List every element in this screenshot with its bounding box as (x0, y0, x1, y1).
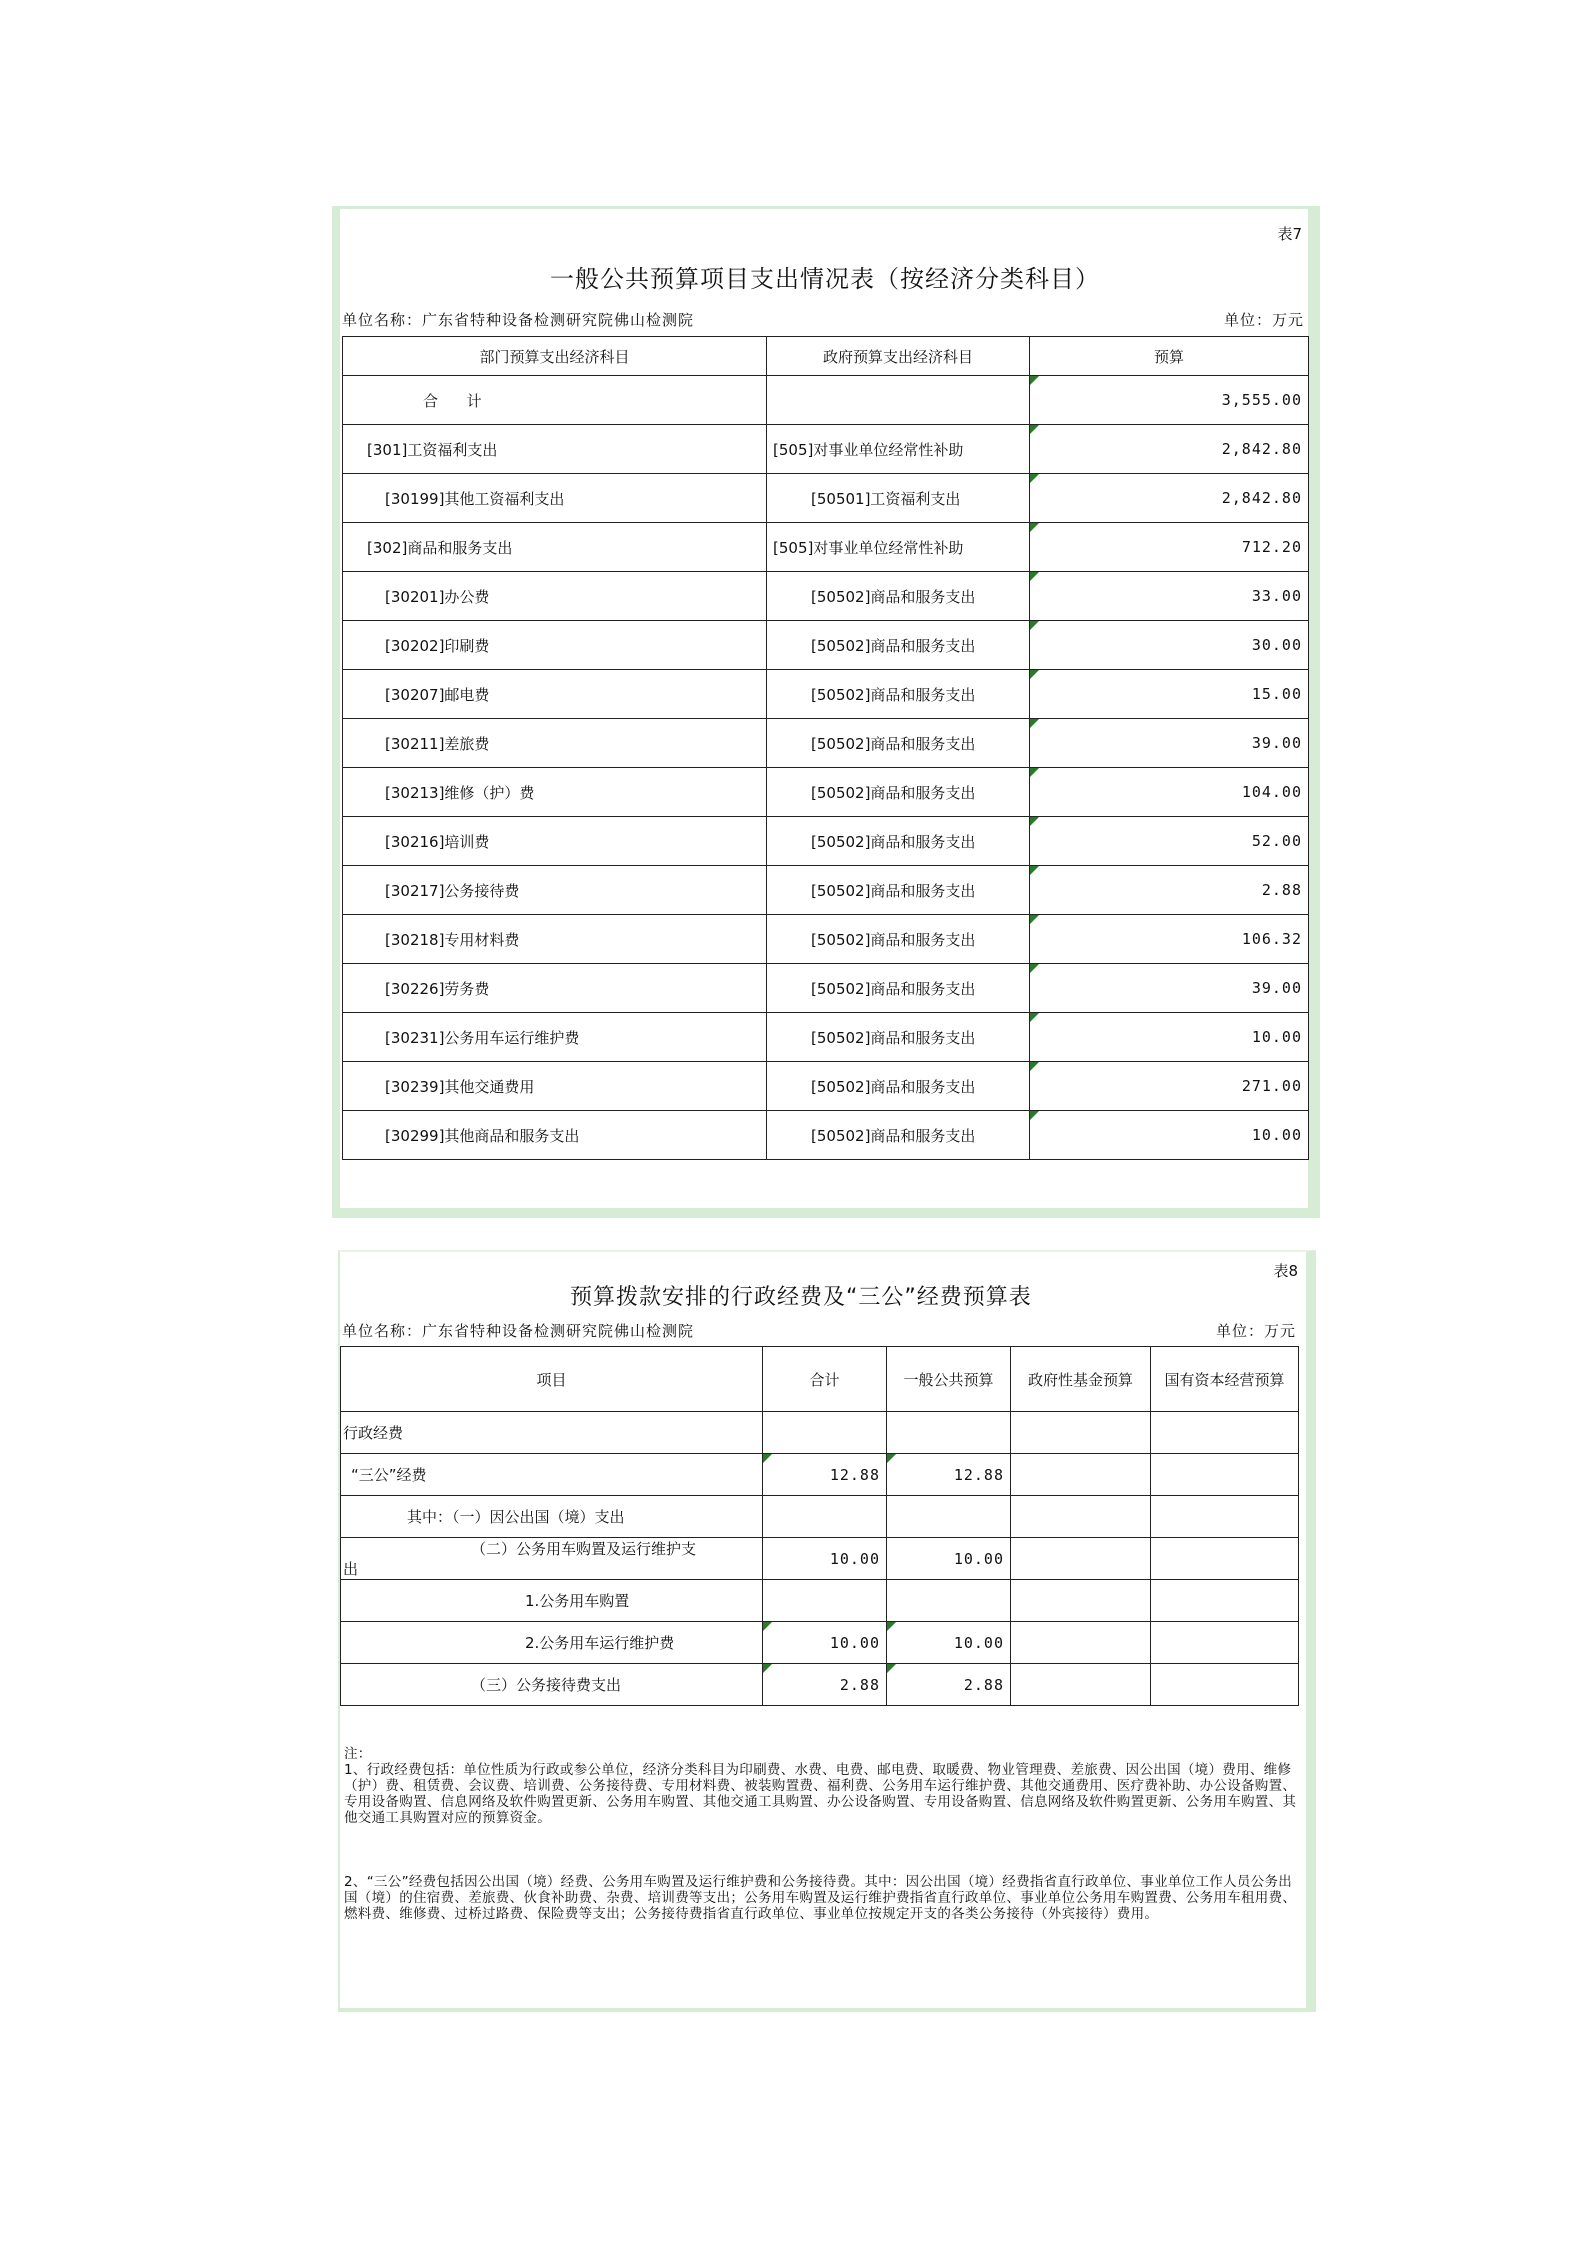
table7-total-label: 合 计 (343, 376, 767, 425)
table8-item-line1: （二）公务用车购置及运行维护支 (471, 1539, 697, 1558)
table7 (342, 336, 1309, 1160)
table7-value-cell: 39.00 (1030, 719, 1309, 768)
table8-item-cell (341, 1538, 763, 1580)
table7-gov-cell: [50502]商品和服务支出 (767, 1062, 1030, 1111)
table-row (341, 1412, 1299, 1454)
table7-value-cell: 15.00 (1030, 670, 1309, 719)
table-row (341, 1622, 1299, 1664)
table7-value-cell: 2.88 (1030, 866, 1309, 915)
table8-header-row (341, 1347, 1299, 1412)
table7-dept-cell: [30231]公务用车运行维护费 (343, 1013, 767, 1062)
table8-total-cell: 12.88 (763, 1454, 887, 1496)
table7-gov-cell: [50502]商品和服务支出 (767, 817, 1030, 866)
table7-dept-cell: [30211]差旅费 (343, 719, 767, 768)
table8-fund-cell (1011, 1580, 1151, 1622)
table7-value-cell: 106.32 (1030, 915, 1309, 964)
table-row (343, 866, 1309, 915)
table-row (341, 1454, 1299, 1496)
table-row (343, 474, 1309, 523)
table8-general-cell: 2.88 (887, 1664, 1011, 1706)
table-row (341, 1580, 1299, 1622)
table7-dept-cell: [30226]劳务费 (343, 964, 767, 1013)
table7-dept-cell: [30207]邮电费 (343, 670, 767, 719)
table7-value-cell: 10.00 (1030, 1111, 1309, 1160)
table8-header-fund: 政府性基金预算 (1011, 1347, 1151, 1412)
table7-gov-cell: [50502]商品和服务支出 (767, 964, 1030, 1013)
table7-gov-cell: [505]对事业单位经常性补助 (767, 523, 1030, 572)
table8-total-cell (763, 1580, 887, 1622)
table8-header-total: 合计 (763, 1347, 887, 1412)
table7-gov-cell: [50502]商品和服务支出 (767, 768, 1030, 817)
table8-item-line2: 出 (343, 1559, 359, 1578)
table7-dept-cell: [30239]其他交通费用 (343, 1062, 767, 1111)
table7-gov-cell: [50502]商品和服务支出 (767, 670, 1030, 719)
table7-gov-cell: [50502]商品和服务支出 (767, 1013, 1030, 1062)
table7-dept-cell: [30202]印刷费 (343, 621, 767, 670)
table7-header-gov: 政府预算支出经济科目 (767, 337, 1030, 376)
table8-fund-cell (1011, 1454, 1151, 1496)
table8-total-cell: 10.00 (763, 1622, 887, 1664)
table7-header-budget: 预算 (1030, 337, 1309, 376)
table8-unit: 单位：万元 (1215, 1322, 1296, 1340)
table7-header-dept: 部门预算支出经济科目 (343, 337, 767, 376)
table7-gov-cell: [50502]商品和服务支出 (767, 915, 1030, 964)
table7-value-cell: 10.00 (1030, 1013, 1309, 1062)
table-row (343, 1111, 1309, 1160)
table7-value-cell: 271.00 (1030, 1062, 1309, 1111)
table8-general-cell (887, 1496, 1011, 1538)
table-row (341, 1496, 1299, 1538)
table-row (343, 817, 1309, 866)
table-row (343, 621, 1309, 670)
table8-state-capital-cell (1151, 1412, 1299, 1454)
table7-gov-cell: [50502]商品和服务支出 (767, 1111, 1030, 1160)
table8-state-capital-cell (1151, 1622, 1299, 1664)
table8-item-cell: 其中：（一）因公出国（境）支出 (341, 1496, 763, 1538)
table7-gov-cell: [505]对事业单位经常性补助 (767, 425, 1030, 474)
table7-dept-cell: [30213]维修（护）费 (343, 768, 767, 817)
table7-dept-cell: [30201]办公费 (343, 572, 767, 621)
table-row (341, 1538, 1299, 1580)
table8-title: 预算拨款安排的行政经费及“三公”经费预算表 (570, 1285, 1032, 1310)
table7-tag: 表7 (1277, 225, 1302, 243)
table8-item-cell: 行政经费 (341, 1412, 763, 1454)
table-row (343, 768, 1309, 817)
table7-header-row (343, 337, 1309, 376)
table8-state-capital-cell (1151, 1538, 1299, 1580)
table7-gov-cell: [50502]商品和服务支出 (767, 572, 1030, 621)
table7-value-cell: 712.20 (1030, 523, 1309, 572)
table-row (343, 719, 1309, 768)
table7-value-cell: 2,842.80 (1030, 474, 1309, 523)
table8-header-item: 项目 (341, 1347, 763, 1412)
table8-header-general: 一般公共预算 (887, 1347, 1011, 1412)
table8-item-cell: 1.公务用车购置 (341, 1580, 763, 1622)
table8-state-capital-cell (1151, 1664, 1299, 1706)
table-row (343, 915, 1309, 964)
table7-dept-cell: [30216]培训费 (343, 817, 767, 866)
note-1: 1、行政经费包括：单位性质为行政或参公单位，经济分类科目为印刷费、水费、电费、邮电费、取暖费、物业管理费、差旅费、因公出国（境）费用、维修（护）费、租赁费、会议费、培训费、公务接待费、专用材料费、被装购置费、福利费、公务用车运行维护费、其他交通费用、医疗费补助、办公设备购置、专用设备购置、信息网络及软件购置更新、公务用车购置、其他交通工具购置、办公设备购置、专用设备购置、信息网络及软件购置更新、公务用车购置、其他交通工具购置对应的预算资金。 (344, 1762, 1297, 1826)
table7-dept-cell: [302]商品和服务支出 (343, 523, 767, 572)
table8-general-cell (887, 1580, 1011, 1622)
table8-general-cell (887, 1412, 1011, 1454)
table8-header-state-capital: 国有资本经营预算 (1151, 1347, 1299, 1412)
table8-total-cell (763, 1412, 887, 1454)
table8-fund-cell (1011, 1412, 1151, 1454)
table7-total-value: 3,555.00 (1030, 376, 1309, 425)
table7-title: 一般公共预算项目支出情况表（按经济分类科目） (550, 265, 1100, 293)
table8-item-cell: （三）公务接待费支出 (341, 1664, 763, 1706)
table8-general-cell: 10.00 (887, 1622, 1011, 1664)
table8-sheet (338, 1250, 1316, 2012)
table8-state-capital-cell (1151, 1580, 1299, 1622)
table8-notes (344, 1746, 1304, 1922)
table7-dept-cell: [30217]公务接待费 (343, 866, 767, 915)
table-row (343, 670, 1309, 719)
table7-value-cell: 52.00 (1030, 817, 1309, 866)
table8-tag: 表8 (1273, 1262, 1298, 1280)
table8-state-capital-cell (1151, 1496, 1299, 1538)
table-row (343, 964, 1309, 1013)
table-row (343, 1013, 1309, 1062)
table8-item-cell: 2.公务用车运行维护费 (341, 1622, 763, 1664)
table-row (343, 523, 1309, 572)
note-title: 注： (344, 1746, 372, 1762)
table8 (340, 1346, 1299, 1706)
table7-value-cell: 33.00 (1030, 572, 1309, 621)
table7-total-row (343, 376, 1309, 425)
table8-fund-cell (1011, 1496, 1151, 1538)
table7-dept-cell: [30199]其他工资福利支出 (343, 474, 767, 523)
table8-total-cell: 10.00 (763, 1538, 887, 1580)
table8-item-cell: “三公”经费 (341, 1454, 763, 1496)
table7-gov-cell: [50501]工资福利支出 (767, 474, 1030, 523)
table7-unit: 单位：万元 (1223, 311, 1304, 329)
table-row (341, 1664, 1299, 1706)
table8-general-cell: 10.00 (887, 1538, 1011, 1580)
table7-gov-cell: [50502]商品和服务支出 (767, 719, 1030, 768)
table7-unit-name: 单位名称：广东省特种设备检测研究院佛山检测院 (342, 311, 695, 329)
table8-unit-name: 单位名称：广东省特种设备检测研究院佛山检测院 (342, 1322, 695, 1340)
table8-total-cell (763, 1496, 887, 1538)
table-row (343, 1062, 1309, 1111)
table8-state-capital-cell (1151, 1454, 1299, 1496)
table7-dept-cell: [30299]其他商品和服务支出 (343, 1111, 767, 1160)
table7-dept-cell: [30218]专用材料费 (343, 915, 767, 964)
table8-fund-cell (1011, 1622, 1151, 1664)
note-2: 2、“三公”经费包括因公出国（境）经费、公务用车购置及运行维护费和公务接待费。其中：因公出国（境）经费指省直行政单位、事业单位工作人员公务出国（境）的住宿费、差旅费、伙食补助费、杂费、培训费等支出；公务用车购置及运行维护费指省直行政单位、事业单位公务用车购置费、公务用车租用费、燃料费、维修费、过桥过路费、保险费等支出；公务接待费指省直行政单位、事业单位按规定开支的各类公务接待（外宾接待）费用。 (344, 1874, 1297, 1922)
table8-fund-cell (1011, 1664, 1151, 1706)
table7-gov-cell: [50502]商品和服务支出 (767, 621, 1030, 670)
table7-total-gov (767, 376, 1030, 425)
table7-sheet (332, 206, 1320, 1218)
table7-value-cell: 104.00 (1030, 768, 1309, 817)
table-row (343, 425, 1309, 474)
table8-general-cell: 12.88 (887, 1454, 1011, 1496)
table7-value-cell: 39.00 (1030, 964, 1309, 1013)
table8-fund-cell (1011, 1538, 1151, 1580)
table8-total-cell: 2.88 (763, 1664, 887, 1706)
table7-value-cell: 2,842.80 (1030, 425, 1309, 474)
table-row (343, 572, 1309, 621)
table7-dept-cell: [301]工资福利支出 (343, 425, 767, 474)
table7-value-cell: 30.00 (1030, 621, 1309, 670)
table7-gov-cell: [50502]商品和服务支出 (767, 866, 1030, 915)
